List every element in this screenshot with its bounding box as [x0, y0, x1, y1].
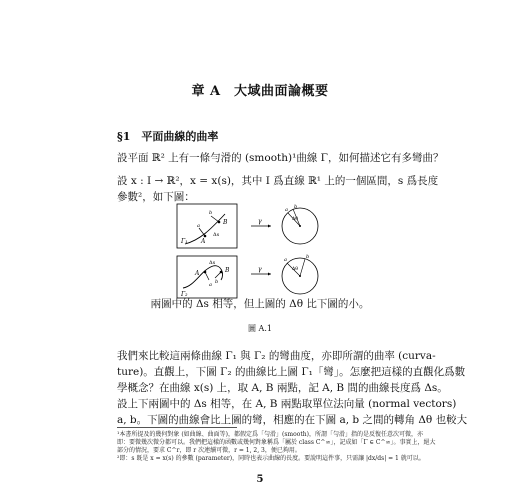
body-line-1: 我們來比較這兩條曲線 Γ₁ 與 Γ₂ 的彎曲度，亦即所謂的曲率 (curva-: [117, 350, 436, 362]
footnote-1-line-1: ¹本書所提及的幾何對象 (如曲線、曲面等)，都假定爲「勻滑」(smooth)，所謂「勻滑」指的是反復任意次可微，亦: [117, 431, 423, 438]
page-number: 5: [256, 474, 264, 485]
body-line-3: 學概念？在曲線 x(s) 上，取 A, B 兩點，記 A, B 間的曲線長度爲 Δs。: [117, 382, 448, 394]
body-line-5: a, b。下圖的曲線會比上圖的彎，相應的在下圖 a, b 之間的轉角 Δθ 也較大: [117, 414, 468, 426]
label-a-bottom-vector: a: [209, 282, 212, 288]
label-map-top: γ: [258, 218, 262, 225]
label-b-bottom-point: B: [225, 267, 230, 274]
paragraph-intro: 設平面 ℝ² 上有一條勻滑的 (smooth)¹曲線 Γ，如何描述它有多彎曲？: [117, 152, 444, 164]
section-title: §1 平面曲線的曲率: [117, 130, 219, 143]
label-a-circle-top: a: [285, 207, 288, 213]
label-b-top-vector: b: [209, 210, 213, 216]
label-b-bottom-vector: b: [215, 279, 219, 285]
label-a-circle-bottom: a: [284, 257, 287, 263]
normal-a-top: [199, 228, 205, 236]
paragraph-definition-line2: 參數²，如下圖：: [117, 191, 195, 203]
chapter-title: 章 A 大域曲面論概要: [191, 84, 329, 99]
body-line-2: ture)。直觀上，下圖 Γ₂ 的曲線比上圖 Γ₁「彎」。怎麼把這樣的直觀化爲數: [117, 366, 466, 378]
label-ds-top: Δs: [213, 232, 220, 238]
footnote-rule: [117, 427, 237, 428]
label-gamma1: Γ₁: [181, 238, 188, 245]
label-b-top-point: B: [223, 219, 228, 226]
label-b-circle-bottom: b: [306, 254, 310, 260]
body-line-4: 設上下兩圖中的 Δs 相等，在 A, B 兩點取單位法向量 (normal vectors): [117, 398, 457, 410]
figure-a1: [175, 200, 355, 300]
label-dtheta-bottom: Δθ: [292, 267, 298, 272]
figure-label: 圖 A.1: [248, 324, 272, 333]
label-map-bottom: γ: [258, 266, 262, 273]
footnote-2: ²即：s 既是 x = x(s) 的參數 (parameter)，同時也表示曲線的長度。要說明這件事，只需讓 |dx/ds| = 1 就可以。: [117, 455, 425, 462]
label-a-bottom-point: A: [195, 270, 200, 277]
label-a-top-point: A: [201, 238, 206, 245]
label-ds-bottom: Δs: [209, 260, 216, 266]
paragraph-definition-line1: 設 x : I → ℝ²，x = x(s)，其中 I 爲直線 ℝ¹ 上的一個區間，s 爲長度: [117, 175, 439, 187]
label-dtheta-top: Δθ: [292, 217, 298, 222]
label-a-top-vector: a: [197, 223, 200, 229]
footnote-1-line-2: 即：要微幾次微分都可以。我們把這樣的函數或幾何對象稱爲「屬於 class C^∞」，記成如「Γ ∈ C^∞」。事實上，絕大: [117, 439, 436, 446]
label-gamma2: Γ₂: [181, 291, 188, 298]
figure-caption: 兩圖中的 Δs 相等，但上圖的 Δθ 比下圖的小。: [150, 298, 370, 310]
label-b-circle-top: b: [294, 204, 298, 210]
footnote-1-line-3: 部分的情況，要求 C^r，即 r 次連續可微，r = 1, 2, 3，便已夠用。: [117, 447, 301, 454]
normal-b-top: [211, 216, 219, 222]
